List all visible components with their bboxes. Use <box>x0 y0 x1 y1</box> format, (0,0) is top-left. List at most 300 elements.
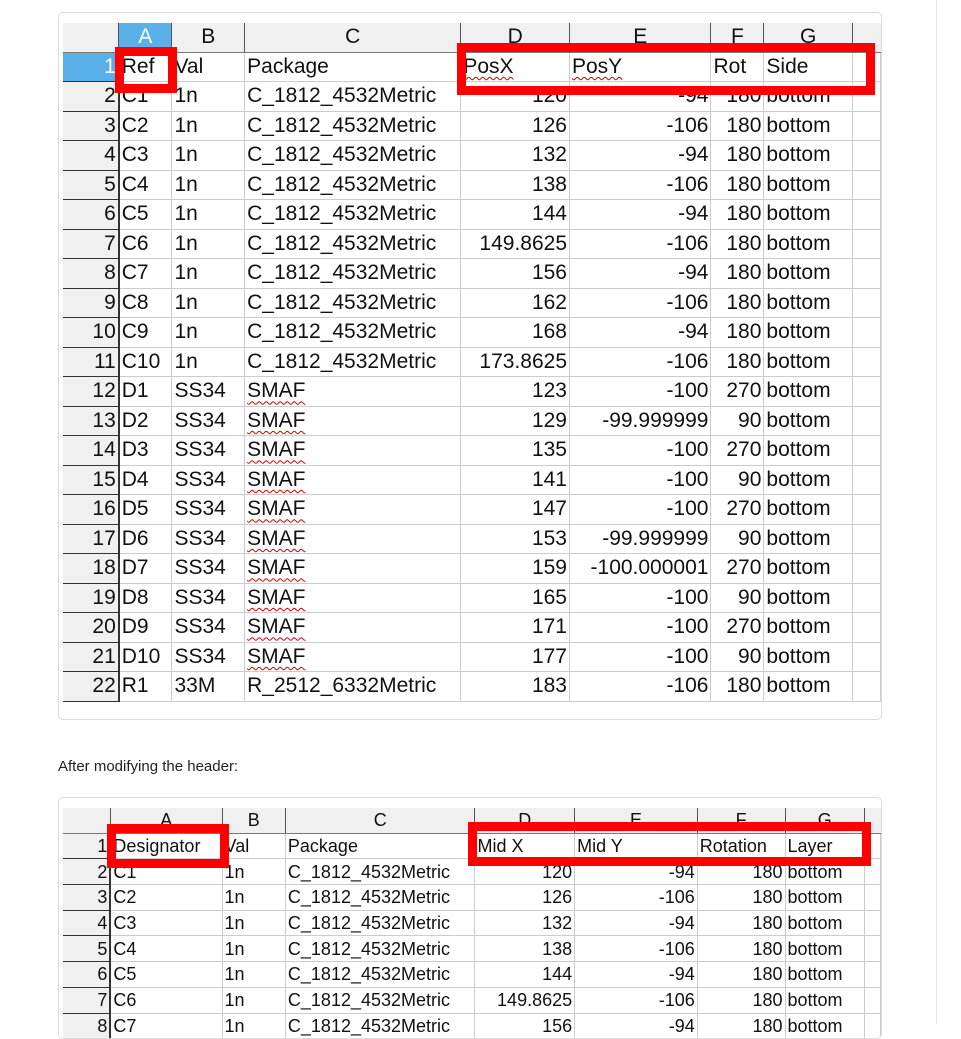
cell-d13[interactable] <box>461 406 570 436</box>
cell-empty[interactable] <box>852 347 880 377</box>
cell-d4[interactable] <box>475 910 575 936</box>
cell-d8[interactable] <box>475 1013 575 1039</box>
cell-g22[interactable] <box>764 672 852 702</box>
row-header-9[interactable]: 9 <box>63 288 119 318</box>
cell-text: SMAF <box>247 408 306 432</box>
cell-e6[interactable] <box>575 962 698 988</box>
column-header-d[interactable]: D <box>475 808 575 833</box>
cell-a15[interactable] <box>119 465 172 495</box>
cell-text: 123 <box>531 379 567 403</box>
cell-e22[interactable] <box>570 672 711 702</box>
cell-f7[interactable] <box>711 229 764 259</box>
cell-empty[interactable] <box>852 141 880 171</box>
cell-f12[interactable] <box>711 377 764 407</box>
row-header-8[interactable]: 8 <box>63 1013 110 1039</box>
cell-empty[interactable] <box>852 642 880 672</box>
cell-c22[interactable] <box>245 672 461 702</box>
cell-f3[interactable] <box>697 885 785 911</box>
cell-a13[interactable] <box>119 406 172 436</box>
cell-g8[interactable] <box>785 1013 865 1039</box>
cell-a17[interactable] <box>119 524 172 554</box>
cell-f16[interactable] <box>711 495 764 525</box>
cell-f6[interactable] <box>697 962 785 988</box>
cell-c6[interactable] <box>285 962 475 988</box>
cell-e7[interactable] <box>570 229 711 259</box>
row-header-4[interactable]: 4 <box>63 910 110 936</box>
cell-c18[interactable] <box>245 554 461 584</box>
cell-f1[interactable] <box>711 52 764 82</box>
cell-b14[interactable] <box>172 436 245 466</box>
cell-g7[interactable] <box>764 229 852 259</box>
cell-d19[interactable] <box>461 583 570 613</box>
row-header-12[interactable]: 12 <box>63 377 119 407</box>
cell-d9[interactable] <box>461 288 570 318</box>
cell-e9[interactable] <box>570 288 711 318</box>
cell-e17[interactable] <box>570 524 711 554</box>
cell-f15[interactable] <box>711 465 764 495</box>
cell-c5[interactable] <box>245 170 461 200</box>
cell-b12[interactable] <box>172 377 245 407</box>
cell-c7[interactable] <box>245 229 461 259</box>
cell-b11[interactable] <box>172 347 245 377</box>
cell-a1[interactable] <box>119 52 172 82</box>
cell-f20[interactable] <box>711 613 764 643</box>
cell-g13[interactable] <box>764 406 852 436</box>
row-header-20[interactable]: 20 <box>63 613 119 643</box>
cell-d6[interactable] <box>475 962 575 988</box>
cell-empty[interactable] <box>852 613 880 643</box>
row-header-14[interactable]: 14 <box>63 436 119 466</box>
cell-e13[interactable] <box>570 406 711 436</box>
cell-d2[interactable] <box>475 859 575 885</box>
cell-empty[interactable] <box>852 170 880 200</box>
select-all-corner[interactable] <box>63 23 119 52</box>
row-header-13[interactable]: 13 <box>63 406 119 436</box>
cell-f22[interactable] <box>711 672 764 702</box>
cell-e8[interactable] <box>575 1013 698 1039</box>
cell-c8[interactable] <box>245 259 461 289</box>
cell-d4[interactable] <box>461 141 570 171</box>
cell-a1[interactable] <box>110 833 222 859</box>
cell-c17[interactable] <box>245 524 461 554</box>
cell-a7[interactable] <box>110 987 222 1013</box>
cell-b6[interactable] <box>172 200 245 230</box>
cell-e15[interactable] <box>570 465 711 495</box>
cell-c14[interactable] <box>245 436 461 466</box>
cell-g17[interactable] <box>764 524 852 554</box>
cell-b4[interactable] <box>172 141 245 171</box>
cell-b5[interactable] <box>172 170 245 200</box>
cell-c19[interactable] <box>245 583 461 613</box>
row-header-10[interactable]: 10 <box>63 318 119 348</box>
cell-g21[interactable] <box>764 642 852 672</box>
cell-b6[interactable] <box>222 962 285 988</box>
column-header-g[interactable]: G <box>764 23 852 52</box>
cell-g1[interactable] <box>785 833 865 859</box>
cell-a3[interactable] <box>119 111 172 141</box>
cell-f2[interactable] <box>711 82 764 112</box>
cell-c2[interactable] <box>245 82 461 112</box>
cell-c21[interactable] <box>245 642 461 672</box>
row-header-7[interactable]: 7 <box>63 229 119 259</box>
cell-a8[interactable] <box>110 1013 222 1039</box>
cell-g15[interactable] <box>764 465 852 495</box>
cell-d15[interactable] <box>461 465 570 495</box>
cell-b2[interactable] <box>172 82 245 112</box>
row-header-19[interactable]: 19 <box>63 583 119 613</box>
cell-empty[interactable] <box>852 524 880 554</box>
cell-empty[interactable] <box>852 200 880 230</box>
cell-f9[interactable] <box>711 288 764 318</box>
cell-c16[interactable] <box>245 495 461 525</box>
cell-e5[interactable] <box>575 936 698 962</box>
cell-d3[interactable] <box>475 885 575 911</box>
column-header-c[interactable]: C <box>285 808 475 833</box>
cell-a10[interactable] <box>119 318 172 348</box>
cell-empty[interactable] <box>865 910 881 936</box>
cell-d12[interactable] <box>461 377 570 407</box>
select-all-corner[interactable] <box>63 808 110 833</box>
cell-e11[interactable] <box>570 347 711 377</box>
cell-e21[interactable] <box>570 642 711 672</box>
cell-c13[interactable] <box>245 406 461 436</box>
cell-f14[interactable] <box>711 436 764 466</box>
cell-b19[interactable] <box>172 583 245 613</box>
row-header-5[interactable]: 5 <box>63 170 119 200</box>
cell-f7[interactable] <box>697 987 785 1013</box>
cell-c10[interactable] <box>245 318 461 348</box>
cell-b20[interactable] <box>172 613 245 643</box>
cell-b18[interactable] <box>172 554 245 584</box>
cell-c8[interactable] <box>285 1013 475 1039</box>
cell-d2[interactable] <box>461 82 570 112</box>
cell-a5[interactable] <box>110 936 222 962</box>
cell-d3[interactable] <box>461 111 570 141</box>
cell-c11[interactable] <box>245 347 461 377</box>
cell-g2[interactable] <box>785 859 865 885</box>
cell-c3[interactable] <box>245 111 461 141</box>
cell-empty[interactable] <box>852 672 880 702</box>
cell-a11[interactable] <box>119 347 172 377</box>
cell-g7[interactable] <box>785 987 865 1013</box>
cell-d1[interactable] <box>461 52 570 82</box>
cell-c2[interactable] <box>285 859 475 885</box>
cell-e3[interactable] <box>570 111 711 141</box>
cell-text: 173.8625 <box>479 349 567 373</box>
cell-a20[interactable] <box>119 613 172 643</box>
cell-a6[interactable] <box>119 200 172 230</box>
cell-c6[interactable] <box>245 200 461 230</box>
cell-text: SS34 <box>174 467 226 491</box>
cell-b7[interactable] <box>222 987 285 1013</box>
column-header-e[interactable]: E <box>570 23 711 52</box>
cell-b15[interactable] <box>172 465 245 495</box>
row-header-22[interactable]: 22 <box>63 672 119 702</box>
cell-b5[interactable] <box>222 936 285 962</box>
cell-e14[interactable] <box>570 436 711 466</box>
cell-d11[interactable] <box>461 347 570 377</box>
cell-g9[interactable] <box>764 288 852 318</box>
cell-empty[interactable] <box>865 962 881 988</box>
cell-e2[interactable] <box>575 859 698 885</box>
cell-g19[interactable] <box>764 583 852 613</box>
cell-g11[interactable] <box>764 347 852 377</box>
cell-c12[interactable] <box>245 377 461 407</box>
cell-g2[interactable] <box>764 82 852 112</box>
cell-c9[interactable] <box>245 288 461 318</box>
cell-e3[interactable] <box>575 885 698 911</box>
cell-text: SMAF <box>247 497 306 521</box>
cell-a12[interactable] <box>119 377 172 407</box>
cell-g4[interactable] <box>785 910 865 936</box>
cell-d20[interactable] <box>461 613 570 643</box>
cell-f17[interactable] <box>711 524 764 554</box>
column-header-g[interactable]: G <box>785 808 865 833</box>
cell-e6[interactable] <box>570 200 711 230</box>
cell-a21[interactable] <box>119 642 172 672</box>
cell-text: 120 <box>531 84 567 108</box>
cell-b8[interactable] <box>222 1013 285 1039</box>
row-header-2[interactable]: 2 <box>63 82 119 112</box>
cell-empty[interactable] <box>865 859 881 885</box>
cell-f1[interactable] <box>697 833 785 859</box>
row-header-8[interactable]: 8 <box>63 259 119 289</box>
row-header-3[interactable]: 3 <box>63 885 110 911</box>
cell-e4[interactable] <box>575 910 698 936</box>
cell-f5[interactable] <box>711 170 764 200</box>
cell-empty[interactable] <box>852 82 880 112</box>
cell-c4[interactable] <box>285 910 475 936</box>
cell-f13[interactable] <box>711 406 764 436</box>
cell-a4[interactable] <box>110 910 222 936</box>
row-header-16[interactable]: 16 <box>63 495 119 525</box>
cell-b1[interactable] <box>172 52 245 82</box>
cell-f2[interactable] <box>697 859 785 885</box>
column-header-e[interactable]: E <box>575 808 698 833</box>
cell-b1[interactable] <box>222 833 285 859</box>
cell-empty[interactable] <box>865 936 881 962</box>
cell-f5[interactable] <box>697 936 785 962</box>
cell-b16[interactable] <box>172 495 245 525</box>
cell-c5[interactable] <box>285 936 475 962</box>
cell-b7[interactable] <box>172 229 245 259</box>
cell-c4[interactable] <box>245 141 461 171</box>
cell-c7[interactable] <box>285 987 475 1013</box>
cell-empty[interactable] <box>852 288 880 318</box>
cell-b10[interactable] <box>172 318 245 348</box>
cell-empty[interactable] <box>865 833 881 859</box>
cell-a7[interactable] <box>119 229 172 259</box>
cell-empty[interactable] <box>852 495 880 525</box>
cell-empty[interactable] <box>852 436 880 466</box>
cell-b3[interactable] <box>222 885 285 911</box>
cell-e16[interactable] <box>570 495 711 525</box>
cell-a6[interactable] <box>110 962 222 988</box>
column-header-c[interactable]: C <box>245 23 461 52</box>
cell-c20[interactable] <box>245 613 461 643</box>
cell-a9[interactable] <box>119 288 172 318</box>
cell-g3[interactable] <box>785 885 865 911</box>
cell-g3[interactable] <box>764 111 852 141</box>
cell-f11[interactable] <box>711 347 764 377</box>
cell-b2[interactable] <box>222 859 285 885</box>
cell-empty[interactable] <box>865 987 881 1013</box>
cell-d7[interactable] <box>461 229 570 259</box>
column-header-a[interactable]: A <box>110 808 222 833</box>
cell-b3[interactable] <box>172 111 245 141</box>
cell-empty[interactable] <box>852 229 880 259</box>
row-header-4[interactable]: 4 <box>63 141 119 171</box>
row-header-5[interactable]: 5 <box>63 936 110 962</box>
cell-g14[interactable] <box>764 436 852 466</box>
cell-g6[interactable] <box>785 962 865 988</box>
cell-d6[interactable] <box>461 200 570 230</box>
cell-c15[interactable] <box>245 465 461 495</box>
cell-empty[interactable] <box>852 318 880 348</box>
cell-f10[interactable] <box>711 318 764 348</box>
cell-text: C4 <box>113 938 137 959</box>
cell-text: 149.8625 <box>479 231 567 255</box>
row-header-2[interactable]: 2 <box>63 859 110 885</box>
cell-a5[interactable] <box>119 170 172 200</box>
row-header-6[interactable]: 6 <box>63 200 119 230</box>
cell-e19[interactable] <box>570 583 711 613</box>
row-header-21[interactable]: 21 <box>63 642 119 672</box>
cell-b21[interactable] <box>172 642 245 672</box>
cell-a3[interactable] <box>110 885 222 911</box>
cell-f19[interactable] <box>711 583 764 613</box>
cell-b13[interactable] <box>172 406 245 436</box>
cell-e12[interactable] <box>570 377 711 407</box>
cell-a14[interactable] <box>119 436 172 466</box>
cell-a2[interactable] <box>119 82 172 112</box>
cell-a22[interactable] <box>119 672 172 702</box>
cell-d7[interactable] <box>475 987 575 1013</box>
cell-e10[interactable] <box>570 318 711 348</box>
cell-g10[interactable] <box>764 318 852 348</box>
cell-empty[interactable] <box>852 406 880 436</box>
cell-g18[interactable] <box>764 554 852 584</box>
cell-empty[interactable] <box>852 554 880 584</box>
cell-a18[interactable] <box>119 554 172 584</box>
column-header-overflow[interactable] <box>865 808 881 833</box>
row-header-1[interactable]: 1 <box>63 52 119 82</box>
cell-empty[interactable] <box>852 52 880 82</box>
cell-empty[interactable] <box>865 1013 881 1039</box>
column-header-b[interactable]: B <box>172 23 245 52</box>
cell-d22[interactable] <box>461 672 570 702</box>
cell-e4[interactable] <box>570 141 711 171</box>
cell-d14[interactable] <box>461 436 570 466</box>
cell-f18[interactable] <box>711 554 764 584</box>
row-header-1[interactable]: 1 <box>63 833 110 859</box>
table-row <box>63 436 881 466</box>
cell-a19[interactable] <box>119 583 172 613</box>
cell-f4[interactable] <box>711 141 764 171</box>
cell-c1[interactable] <box>245 52 461 82</box>
cell-a16[interactable] <box>119 495 172 525</box>
cell-g1[interactable] <box>764 52 852 82</box>
cell-empty[interactable] <box>852 465 880 495</box>
cell-a2[interactable] <box>110 859 222 885</box>
cell-d18[interactable] <box>461 554 570 584</box>
column-header-overflow[interactable] <box>852 23 880 52</box>
row-header-11[interactable]: 11 <box>63 347 119 377</box>
cell-empty[interactable] <box>852 259 880 289</box>
cell-empty[interactable] <box>865 885 881 911</box>
column-header-d[interactable]: D <box>461 23 570 52</box>
cell-f3[interactable] <box>711 111 764 141</box>
column-header-b[interactable]: B <box>222 808 285 833</box>
cell-g12[interactable] <box>764 377 852 407</box>
cell-empty[interactable] <box>852 111 880 141</box>
column-header-a[interactable]: A <box>119 23 172 52</box>
cell-d16[interactable] <box>461 495 570 525</box>
cell-b9[interactable] <box>172 288 245 318</box>
cell-e18[interactable] <box>570 554 711 584</box>
row-header-6[interactable]: 6 <box>63 962 110 988</box>
cell-d21[interactable] <box>461 642 570 672</box>
column-header-f[interactable]: F <box>697 808 785 833</box>
row-header-7[interactable]: 7 <box>63 987 110 1013</box>
cell-d5[interactable] <box>475 936 575 962</box>
cell-g5[interactable] <box>764 170 852 200</box>
cell-a8[interactable] <box>119 259 172 289</box>
row-header-15[interactable]: 15 <box>63 465 119 495</box>
cell-c1[interactable] <box>285 833 475 859</box>
cell-b8[interactable] <box>172 259 245 289</box>
cell-c3[interactable] <box>285 885 475 911</box>
cell-text: C6 <box>113 990 137 1011</box>
cell-d8[interactable] <box>461 259 570 289</box>
cell-text: -106 <box>658 990 695 1011</box>
cell-e5[interactable] <box>570 170 711 200</box>
cell-empty[interactable] <box>852 583 880 613</box>
cell-f8[interactable] <box>711 259 764 289</box>
cell-f21[interactable] <box>711 642 764 672</box>
cell-a4[interactable] <box>119 141 172 171</box>
cell-g8[interactable] <box>764 259 852 289</box>
cell-e7[interactable] <box>575 987 698 1013</box>
cell-g4[interactable] <box>764 141 852 171</box>
cell-e1[interactable] <box>570 52 711 82</box>
cell-b4[interactable] <box>222 910 285 936</box>
row-header-17[interactable]: 17 <box>63 524 119 554</box>
cell-e1[interactable] <box>575 833 698 859</box>
cell-text: 1n <box>174 290 198 314</box>
cell-d1[interactable] <box>475 833 575 859</box>
cell-f6[interactable] <box>711 200 764 230</box>
cell-e20[interactable] <box>570 613 711 643</box>
cell-d10[interactable] <box>461 318 570 348</box>
cell-b22[interactable] <box>172 672 245 702</box>
cell-empty[interactable] <box>852 377 880 407</box>
cell-e2[interactable] <box>570 82 711 112</box>
row-header-18[interactable]: 18 <box>63 554 119 584</box>
column-header-f[interactable]: F <box>711 23 764 52</box>
row-header-3[interactable]: 3 <box>63 111 119 141</box>
cell-d17[interactable] <box>461 524 570 554</box>
cell-g16[interactable] <box>764 495 852 525</box>
cell-d5[interactable] <box>461 170 570 200</box>
cell-f8[interactable] <box>697 1013 785 1039</box>
cell-f4[interactable] <box>697 910 785 936</box>
cell-e8[interactable] <box>570 259 711 289</box>
cell-b17[interactable] <box>172 524 245 554</box>
cell-g6[interactable] <box>764 200 852 230</box>
cell-g20[interactable] <box>764 613 852 643</box>
cell-g5[interactable] <box>785 936 865 962</box>
